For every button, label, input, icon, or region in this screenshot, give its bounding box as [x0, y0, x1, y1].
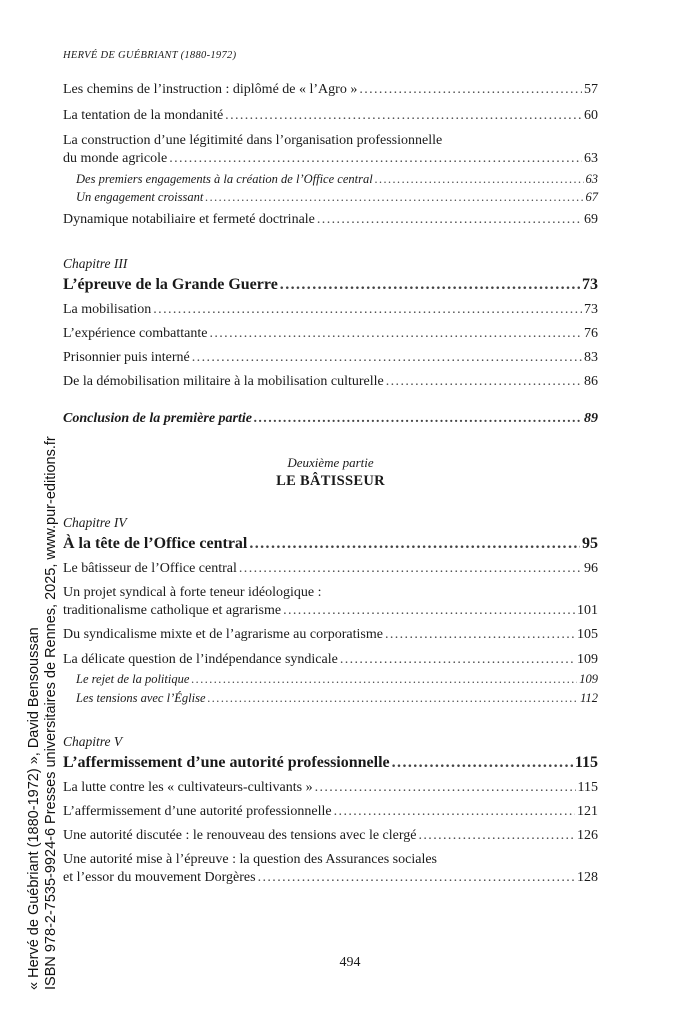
toc-entry[interactable]	[63, 108, 598, 124]
toc-entry[interactable]	[63, 804, 598, 820]
toc-entry-page: 121	[577, 804, 598, 819]
dot-leader	[153, 302, 582, 318]
toc-entry-page: 73	[582, 276, 598, 293]
conclusion-entry[interactable]	[63, 411, 598, 427]
dot-leader	[209, 326, 582, 342]
part-label: Deuxième partie	[287, 455, 374, 470]
toc-entry[interactable]	[63, 374, 598, 390]
toc-entry-label: À la tête de l’Office central	[63, 535, 248, 552]
toc-entry-page: 105	[577, 627, 598, 642]
toc-entry[interactable]	[63, 212, 598, 228]
toc-entry-label: L’expérience combattante	[63, 326, 208, 341]
toc-entry[interactable]	[63, 350, 598, 366]
toc-entry-page: 69	[584, 212, 598, 227]
toc-entry-label: L’épreuve de la Grande Guerre	[63, 276, 278, 293]
dot-leader	[334, 804, 575, 820]
toc-entry-page: 96	[584, 561, 598, 576]
dot-leader	[254, 411, 582, 427]
running-head: HERVÉ DE GUÉBRIANT (1880-1972)	[63, 50, 237, 61]
toc-entry-label: L’affermissement d’une autorité professionnelle	[63, 804, 332, 819]
dot-leader	[239, 561, 582, 577]
copyright-side-note	[26, 436, 60, 990]
toc-entry-label: La délicate question de l’indépendance syndicale	[63, 652, 338, 667]
toc-entry-label-line-1: Une autorité mise à l’épreuve : la question des Assurances sociales	[63, 852, 437, 867]
dot-leader	[191, 672, 577, 687]
dot-leader	[419, 828, 576, 844]
dot-leader	[385, 627, 575, 643]
dot-leader	[280, 276, 580, 294]
chapter-label: Chapitre V	[63, 734, 123, 749]
toc-entry-label: Du syndicalisme mixte et de l’agrarisme au corporatisme	[63, 627, 383, 642]
dot-leader	[386, 374, 582, 390]
toc-entry-page: 63	[585, 172, 598, 186]
toc-entry[interactable]	[63, 627, 598, 643]
toc-entry-page: 101	[577, 603, 598, 618]
toc-entry-page: 115	[577, 780, 598, 795]
toc-entry-page: 76	[584, 326, 598, 341]
toc-entry-label: traditionalisme catholique et agrarisme	[63, 603, 282, 618]
dot-leader	[283, 603, 575, 619]
dot-leader	[340, 652, 575, 668]
toc-entry-page: 57	[584, 82, 598, 97]
toc-entry-page: 67	[585, 190, 598, 204]
dot-leader	[192, 350, 582, 366]
toc-entry-label: La mobilisation	[63, 302, 152, 317]
toc-entry-label: Un engagement croissant	[76, 190, 204, 204]
toc-subentry[interactable]	[76, 190, 598, 205]
side-note-line-2: ISBN 978-2-7535-9924-6 Presses universitaires de Rennes, 2025, www.pur-editions.fr	[43, 436, 59, 990]
toc-entry-page: 73	[584, 302, 598, 317]
toc-entry[interactable]	[63, 870, 598, 886]
toc-entry-page: 63	[584, 151, 598, 166]
part-title: LE BÂTISSEUR	[276, 473, 385, 489]
toc-entry[interactable]	[63, 326, 598, 342]
side-note-line-1: « Hervé de Guébriant (1880-1972) », David Bensoussan	[26, 627, 42, 990]
chapter-title-entry[interactable]	[63, 535, 598, 553]
toc-entry-label: L’affermissement d’une autorité professionnelle	[63, 754, 390, 771]
toc-entry-label: Le bâtisseur de l’Office central	[63, 561, 237, 576]
toc-entry-label-line-1: La construction d’une légitimité dans l’organisation professionnelle	[63, 133, 443, 148]
chapter-title-entry[interactable]	[63, 754, 598, 772]
toc-entry-page: 60	[584, 108, 598, 123]
toc-entry-page: 95	[582, 535, 598, 552]
toc-entry[interactable]	[63, 302, 598, 318]
toc-entry[interactable]	[63, 603, 598, 619]
toc-subentry[interactable]	[76, 172, 598, 187]
toc-entry-label: De la démobilisation militaire à la mobilisation culturelle	[63, 374, 384, 389]
toc-entry-label: du monde agricole	[63, 151, 168, 166]
dot-leader	[205, 190, 583, 205]
toc-entry-page: 128	[577, 870, 598, 885]
dot-leader	[208, 691, 579, 706]
dot-leader	[249, 535, 580, 553]
toc-entry[interactable]	[63, 82, 598, 98]
chapter-title-entry[interactable]	[63, 276, 598, 294]
dot-leader	[392, 754, 573, 772]
dot-leader	[225, 108, 582, 124]
toc-entry-page: 126	[577, 828, 598, 843]
toc-entry[interactable]	[63, 151, 598, 167]
toc-entry-page: 115	[574, 754, 598, 771]
toc-entry-label: Les tensions avec l’Église	[76, 691, 206, 705]
toc-entry[interactable]	[63, 561, 598, 577]
toc-entry-page: 109	[577, 652, 598, 667]
dot-leader	[375, 172, 584, 187]
toc-entry-label: et l’essor du mouvement Dorgères	[63, 870, 256, 885]
toc-entry-label-line-1: Un projet syndical à forte teneur idéologique :	[63, 585, 322, 600]
toc-entry-page: 86	[584, 374, 598, 389]
toc-entry-label: Prisonnier puis interné	[63, 350, 190, 365]
toc-entry-label: Une autorité discutée : le renouveau des tensions avec le clergé	[63, 828, 417, 843]
dot-leader	[169, 151, 582, 167]
toc-entry[interactable]	[63, 828, 598, 844]
toc-subentry[interactable]	[76, 672, 598, 687]
chapter-label: Chapitre IV	[63, 515, 127, 530]
dot-leader	[317, 212, 582, 228]
page-number: 494	[339, 955, 361, 970]
toc-entry-label: Des premiers engagements à la création de l’Office central	[76, 172, 373, 186]
dot-leader	[359, 82, 582, 98]
toc-entry[interactable]	[63, 780, 598, 796]
chapter-label: Chapitre III	[63, 256, 128, 271]
toc-entry-page: 89	[584, 411, 598, 426]
toc-entry-page: 112	[580, 691, 598, 705]
toc-entry-label: Les chemins de l’instruction : diplômé de « l’Agro »	[63, 82, 358, 97]
toc-entry-label: La tentation de la mondanité	[63, 108, 224, 123]
dot-leader	[258, 870, 575, 886]
toc-entry-label: Conclusion de la première partie	[63, 411, 252, 426]
toc-entry-label: La lutte contre les « cultivateurs-cultivants »	[63, 780, 313, 795]
toc-entry-page: 109	[579, 672, 598, 686]
toc-entry-page: 83	[584, 350, 598, 365]
toc-entry[interactable]	[63, 652, 598, 668]
toc-subentry[interactable]	[76, 691, 598, 706]
toc-entry-label: Dynamique notabiliaire et fermeté doctrinale	[63, 212, 315, 227]
toc-entry-label: Le rejet de la politique	[76, 672, 190, 686]
dot-leader	[315, 780, 576, 796]
